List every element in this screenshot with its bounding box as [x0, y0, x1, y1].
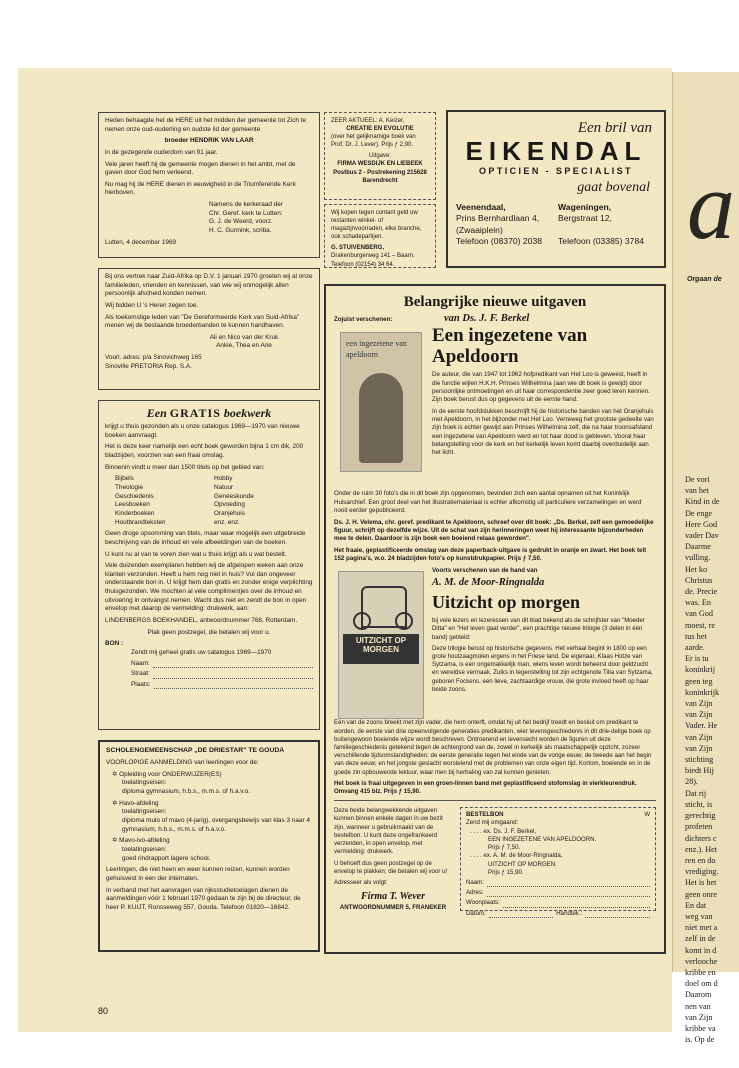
- book1-review: Ds. J. H. Velema, chr. geref. predikant te Apeldoorn, schreef over dit boek: „Ds. Berkel, zelf een gemoedelijke figuur, schrijft op dezelfde wijze. Uit de schat van zijn herinneringen weet hij interessante bijzonderheden mee te delen. Daardoor is zijn boek een boeiend relaas geworden".: [334, 518, 654, 543]
- next-page-line: van God: [685, 609, 713, 619]
- keizer-l2: CREATIE EN EVOLUTIE: [346, 126, 414, 133]
- bon-item1-c: Prijs ƒ 7,50.: [488, 844, 521, 852]
- publications-just: Zojuist verschenen:: [334, 316, 393, 324]
- school-item3-b: goed rindrapport lagere school.: [122, 854, 211, 862]
- free-book-p6: Vele duizenden exemplaren hebben wij de afgelopen weken aan onze klanten verzonden. Heeft u hem nog niet in huis? Vul dan ongeveer onderstaande bon in. U krijgt hem dan gratis en zonder enige verplichting thuisgezonden. We mochten al vele complimentjes over de inhoud en uitvoering in ontvangst nemen. Wacht dus niet en zendt de bon in open envelop met daarop de vermelding: drukwerk, aan:: [105, 562, 313, 613]
- bon-text: Zendt mij geheel gratis uw catalogus 1969—1970: [131, 648, 272, 656]
- stuivenberg-addr: Drakenburgerweg 141 – Baarn.: [331, 253, 415, 260]
- publications-headline: Belangrijke nieuwe uitgaven: [403, 294, 587, 310]
- next-page-line: dichters c: [685, 833, 717, 843]
- farewell-notice: [98, 268, 320, 390]
- category-item: Leesboeken: [115, 501, 150, 509]
- free-book-note: Plak geen postzegel, die betalen wij voor u.: [147, 628, 271, 636]
- bon-item2-c: Prijs ƒ 15,90.: [488, 868, 524, 876]
- keizer-l4: Uitgave:: [368, 153, 391, 160]
- bon-send: Zend mij omgaand:: [466, 819, 519, 827]
- next-page-edge: [672, 72, 739, 1045]
- next-page-line: tus het: [685, 631, 707, 641]
- school-p2: In verband met het aanvragen van rijksstudietoelagen dienen de aanmeldingen vóór 1 februari 1970 gedaan te zijn bij de directeur, de heer P. KUIJT, Ronsseweg 557, Gouda. Telefoon 01820—16842.: [106, 886, 301, 911]
- next-page-line: koninkrijk: [685, 687, 720, 697]
- bon-name-input[interactable]: Naam:: [466, 879, 650, 887]
- category-item: enz. enz.: [214, 518, 240, 526]
- next-page-line: aarde.: [685, 643, 705, 653]
- book1-p3: Onder de ruim 30 foto's die in dit boek zijn opgenomen, bevinden zich een aantal opnamen uit het Koninklijk Huisarchief. Een groot deel van het illustratiemateriaal is echter afkomstig uit particuliere verzamelingen en werd nooit eerder gepubliceerd.: [334, 490, 642, 515]
- author1: van Ds. J. F. Berkel: [444, 313, 530, 325]
- category-item: Houtbrandteksten: [115, 518, 166, 526]
- next-page-line: Christus: [685, 575, 713, 585]
- category-item: Hobby: [214, 475, 233, 483]
- obituary-sig1: Namens de kerkeraad der: [209, 201, 283, 209]
- next-page-line: Het ko: [685, 564, 708, 574]
- next-page-line: weg van: [685, 911, 713, 921]
- obituary-p1: Vele jaren heeft hij de gemeente mogen dienen in het ambt, met de gaven door God hem verleend.: [105, 160, 296, 177]
- next-page-line: zelf in de: [685, 934, 716, 944]
- next-page-line: vulling.: [685, 553, 711, 563]
- free-book-p5: U kunt nu al van te voren zien wat u thuis krijgt als u wat bestelt.: [105, 550, 287, 558]
- next-page-line: van Zijn: [685, 1012, 713, 1022]
- free-book-p1: krijgt u thuis gezonden als u onze catalogus 1969—1970 van nieuwe boeken aanvraagt.: [105, 423, 300, 439]
- eikendal-ad: [446, 110, 666, 268]
- next-page-line: geen onre: [685, 889, 718, 899]
- free-book-p3: Binnenin vindt u meer dan 1500 titels op het gebied van:: [105, 463, 265, 471]
- category-item: Kinderboeken: [115, 509, 155, 517]
- magazine-page: [18, 68, 672, 1032]
- school-intro: VOORLOPIGE AANMELDING van leerlingen voor de:: [106, 759, 259, 767]
- farewell-p2: Wij bidden U 's Heren zegen toe.: [105, 301, 199, 309]
- next-page-line: geen teg: [685, 676, 713, 686]
- obituary-sig4: H. C. Gunnink, scriba.: [209, 227, 272, 235]
- obituary-sig2: Chr. Geref. kerk te Lutten:: [209, 209, 283, 217]
- category-item: Geneeskunde: [214, 492, 254, 500]
- bestelbon-w: W: [644, 811, 650, 819]
- farewell-sig2: Ankie, Thea en Arie: [216, 342, 272, 350]
- bon-address-input[interactable]: Adres:: [466, 889, 650, 897]
- keizer-l3: (over het gelijknamige boek van Prof. Dr. J. Lever). Prijs ƒ 2,90.: [331, 134, 416, 149]
- book2-p3: Eén van de zoons breekt met zijn vader, die hem onterft, omdat hij uit het bedrijf treedt en besluit om predikant te worden, de eerste van drie opeenvolgende generaties predikanten, wier levensgeschiedenis in dit drie-delige boek op buitengewoon boeiende wijze wordt beschreven. Ontroerend en levensecht worden de figuren uit deze familiegeschiedenis getekend tegen de achtergrond van de, zowel in kerkelijk als maatschappelijk opzicht, zozeer verschillende tijdsomstandigheden: de eerste generatie tegen het einde van de vorige eeuw; de tweede aan het begin van deze eeuw; en het jongste geslacht worstelend met de problemen van onze eigen tijd. Kortom, boeiende en in de goede zin opbouwende lektuur, waar men bij herhaling van zal kunnen genieten.: [334, 719, 652, 776]
- school-title: SCHOLENGEMEENSCHAP „DE DRIESTAR" TE GOUDA: [106, 747, 285, 754]
- next-page-line: profeten: [685, 822, 713, 832]
- next-page-line: van Zijn: [685, 743, 713, 753]
- school-item1-a: toelatingseisen:: [122, 779, 167, 787]
- school-item2-a: toelatingseisen:: [122, 808, 167, 816]
- eikendal-sub: OPTICIEN - SPECIALIST: [479, 166, 633, 177]
- next-page-line: komt in d: [685, 945, 717, 955]
- eikendal-tagline1: Een bril van: [577, 120, 652, 136]
- next-page-line: vrediging.: [685, 867, 719, 877]
- farewell-p1: Bij ons vertrek naar Zuid-Afrika op D.V. 1 januari 1970 groeten wij al onze familieleden, vrienden en kennissen, van wie wij onmogelijk allen persoonlijk afscheid konden nemen.: [105, 273, 313, 298]
- free-book-ad: [98, 400, 320, 730]
- school-item3-title: ✡ Mavo-ivo-afdeling: [112, 837, 170, 845]
- next-page-line: Dat rij: [685, 788, 707, 798]
- stuivenberg-ad: [324, 204, 436, 268]
- keizer-ad: [324, 112, 436, 200]
- author2: A. M. de Moor-Ringnalda: [432, 576, 545, 588]
- eikendal-brand: EIKENDAL: [465, 136, 647, 167]
- next-page-line: sticht, is: [685, 799, 713, 809]
- bon-date-input[interactable]: Datum: Handtek.:: [466, 910, 650, 918]
- school-p1: Leerlingen, die niet heen en weer kunnen reizen, kunnen worden gehuisvest in een der internaten.: [106, 866, 290, 882]
- next-page-line: van Zijn: [685, 732, 713, 742]
- next-page-line: van het: [685, 486, 709, 496]
- next-page-line: biedt Hij: [685, 766, 714, 776]
- next-page-line: van Zijn: [685, 699, 713, 709]
- next-page-line: enz.). Het: [685, 844, 718, 854]
- school-item2-title: ✡ Havo-afdeling: [112, 799, 159, 807]
- next-page-line: Daarom: [685, 990, 712, 1000]
- next-page-line: nen van: [685, 1001, 711, 1011]
- stuivenberg-tel: Telefoon (02154) 34 64.: [331, 261, 395, 268]
- book1-price: Het fraaie, geplastificeerde omslag van deze paperback-uitgave is gedrukt in oranje en zwart. Het boek telt 152 pagina's, w.o. 24 bladzijden foto's op kunstdrukpapier. Prijs ƒ 7,50.: [334, 546, 647, 562]
- book2-price: Het boek is fraai uitgegeven in een groen-linnen band met geplastificeerd stofomslag in vierkleurendruk. Omvang 415 blz. Prijs ƒ 15,90.: [334, 779, 637, 796]
- category-item: Oranjehuis: [214, 509, 245, 517]
- bon-item2-a[interactable]: . . . . ex. A. M. de Moor-Ringnalda,: [470, 852, 563, 860]
- school-ad: [98, 740, 320, 952]
- keizer-l7: Barendrecht: [362, 177, 398, 184]
- book2-p1: bij vele lezers en lezeressen van dit blad bekend als de schrijfster van "Moeder Ditta" en "Het leven gaat verder", een prachtige nieuwe trilogie (3 delen in één band) getiteld:: [432, 617, 645, 641]
- next-page-line: van Zijn: [685, 710, 713, 720]
- bon-city-field[interactable]: Plaats:: [131, 681, 313, 690]
- bestelbon-title: BESTELBON: [466, 811, 504, 819]
- keizer-l6: Postbus 2 - Postrekening 215628: [333, 169, 427, 176]
- next-page-line: 28).: [685, 777, 698, 787]
- category-item: Theologie: [115, 484, 144, 492]
- obituary-age: in de gezegende ouderdom van 91 jaar.: [105, 148, 218, 156]
- category-item: Opvoeding: [214, 501, 245, 509]
- school-item3-a: toelatingseisen:: [122, 845, 167, 853]
- next-page-line: de. Precie: [685, 587, 718, 597]
- previous-label: Voorts verschenen van de hand van: [432, 567, 538, 575]
- publications-ad: [324, 284, 666, 954]
- stuivenberg-p1: Wij kopen tegen contant geld uw restanten winkel- of magazijnvoorraden, elke branche, ook schadepartijen.: [331, 210, 422, 241]
- next-page-line: kribbe va: [685, 1023, 716, 1033]
- next-page-line: vader Dav: [685, 531, 719, 541]
- address-as: Adresseer als volgt:: [334, 879, 388, 887]
- next-page-line: koninkrij: [685, 665, 716, 675]
- school-item1-b: diploma gymnasium, h.b.s., m.m.s. of h.a.v.o.: [122, 788, 251, 796]
- book1-p1: De auteur, die van 1947 tot 1962 hofpredikant van Het Loo is geweest, heeft in die functie wijlen H.K.H. Prinses Wilhelmina (aan wie dit boek is gewijd) door persoonlijke ontmoetingen en uit haar correspondentie zeer goed leren kennen. Zijn boek berust dus op gegevens uit de eerste hand.: [432, 371, 650, 404]
- bon-city-input[interactable]: Woonplaats:: [466, 899, 650, 907]
- firm-name: Firma T. Wever: [361, 891, 425, 903]
- next-page-column: [685, 474, 720, 1045]
- page-number: 80: [98, 1006, 109, 1016]
- free-book-p2: Het is deze keer namelijk een echt boek geworden bijna 1 cm dik, 200 bladzijden, voorzien van een fraai omslag.: [105, 443, 304, 460]
- eikendal-location-veenendaal: Veenendaal, Prins Bernhardlaan 4, (Zwaaiplein) Telefoon (08370) 2038: [456, 202, 543, 246]
- obituary-date: Lutten, 4 december 1969: [105, 238, 177, 246]
- stuivenberg-name: G. STUIVENBERG,: [331, 245, 385, 252]
- next-page-caption: Orgaan de: [687, 276, 722, 283]
- order-note: Deze beide belangwekkende uitgaven kunnen binnen enkele dagen in uw bezit zijn, wanneer u gebruikmaakt van de bestelbon. U kunt deze ongefrankeerd verzenden, in open envelop, met vermelding: drukwerk.: [334, 807, 443, 856]
- next-page-line: Het is het: [685, 878, 717, 888]
- keizer-l5: FIRMA WESDIJK EN LIEBEEK: [337, 161, 423, 168]
- book1-cover-title: een ingezetene van apeldoorn: [346, 339, 407, 360]
- category-item: Geschiedenis: [115, 492, 154, 500]
- next-page-line: De enge: [685, 508, 713, 518]
- obituary-sig3: G. J. de Weerd, voorz.: [209, 218, 273, 226]
- free-book-title: Een GRATIS boekwerk: [146, 406, 272, 420]
- category-item: Natuur: [214, 484, 234, 492]
- order-coupon: [460, 807, 656, 917]
- category-list: [115, 475, 313, 527]
- obituary-p2: Nu mag hij de HERE dienen in eeuwigheid in de Triumferende Kerk hierboven.: [105, 180, 296, 197]
- bon-item2-b: UITZICHT OP MORGEN.: [488, 860, 557, 868]
- book2-cover-title: UITZICHT OP MORGEN: [343, 634, 419, 664]
- bon-name-field[interactable]: Naam:: [131, 660, 313, 669]
- obituary-name: broeder HENDRIK VAN LAAR: [164, 137, 254, 145]
- next-page-line: Kind in de: [685, 497, 720, 507]
- next-page-line: stichting: [685, 755, 714, 765]
- free-book-address: LINDENBERGS BOEKHANDEL, antwoordnummer 768, Rotterdam.: [105, 617, 298, 624]
- next-page-line: Vader. He: [685, 721, 718, 731]
- next-page-line: ren en do: [685, 855, 716, 865]
- book1-p2: In de eerste hoofdstukken beschrijft hij de historische banden van het Oranjehuis met Apeldoorn, in het bijzonder met Het Loo. Verreweg het grootste gedeelte van zijn boek is echter gewijd aan Prinses Wilhelmina zelf, die na haar troonsafstand een ingezetene van Apeldoorn werd en tot haar dood is gebleven. Vooral haar belangstelling voor de kerk en het kerkelijk leven komt daarbij overduidelijk aan het licht.: [432, 407, 654, 457]
- order-note2: U behoeft dus geen postzegel op de envelop te plakken; die betalen wij voor u!: [334, 859, 448, 875]
- keizer-l1: ZEER AKTUEEL: A. Keizer,: [331, 118, 405, 124]
- book2-p2: Deze trilogie berust op historische gegevens. Het verhaal begint in 1800 op een grote houtzaagmolen ergens in het Friese land. De eigenaar, Klaas Hotze van Sytzama, is een ongemakkelijk man, wiens leven wordt beheerst door geldzucht en wereldse vermaak. Zulks in tegenstelling tot zijn echtgenote Titia van Sytzama, geboren Fockens, een lieve, zachtaardige vrouw, die grote invloed heeft op haar beide zoons.: [432, 644, 653, 693]
- next-page-line: moest, re: [685, 620, 716, 630]
- book1-cover: [340, 332, 422, 472]
- firm-address: ANTWOORDNUMMER 5, FRANEKER: [339, 903, 447, 911]
- school-item2-b: diploma mulo of mavo (4-jarig), overgangsbewijs van klas 3 naar 4 gymnasium, h.b.s., m.m.s. of h.a.v.o.: [122, 817, 310, 833]
- eikendal-tagline2: gaat bovenal: [577, 180, 650, 196]
- eikendal-location-wageningen: Wageningen, Bergstraat 12, Telefoon (03385) 3784: [558, 202, 645, 246]
- free-book-p4: Geen droge opsomming van titels, maar waar mogelijk een uitgebreide beschrijving van de inhoud en vele afbeeldingen van de boeken.: [105, 530, 306, 546]
- bon-street-field[interactable]: Straat:: [131, 670, 313, 679]
- queen-figure: [359, 373, 403, 463]
- school-item1-title: ✡ Opleiding voor ONDERWIJZER(ES): [112, 770, 222, 778]
- next-page-line: De vori: [685, 475, 710, 484]
- next-page-big-letter: a: [687, 152, 735, 259]
- farewell-addr1: Voorl. adres: p/a Sinovichweg 165: [105, 354, 202, 362]
- obituary-intro: Heden behaagde het de HERE uit het midden der gemeente tot Zich te nemen onze oud-ouderling en oudste lid der gemeente: [105, 117, 307, 133]
- next-page-line: Er is tu: [685, 654, 709, 664]
- next-page-line: was. En: [685, 598, 711, 608]
- next-page-line: doel om d: [685, 979, 718, 989]
- farewell-addr2: Sinoville PRETORIA Rep. S.A.: [105, 362, 192, 370]
- order-info: [334, 807, 452, 912]
- next-page-line: kribbe en: [685, 967, 716, 977]
- book2-title: Uitzicht op morgen: [432, 591, 580, 612]
- book2-cover: [338, 571, 424, 719]
- obituary-notice: [98, 112, 320, 258]
- next-page-line: Daarme: [685, 542, 711, 552]
- bon-label: BON :: [105, 640, 124, 648]
- bon-item1-a[interactable]: . . . . ex. Ds. J. F. Berkel,: [470, 827, 537, 835]
- wheel-icon: [395, 612, 413, 630]
- next-page-line: En dat: [685, 900, 707, 910]
- farewell-sig1: Ali en Nico van der Kruk: [209, 333, 279, 341]
- next-page-line: is. Op de: [685, 1035, 715, 1045]
- next-page-line: verlooche: [685, 956, 718, 966]
- farewell-p3: Als toekomstige leden van "De Gereformeerde Kerk van Suid-Afrika" menen wij de bestaande broederbanden te kunnen handhaven.: [105, 313, 300, 330]
- next-page-line: gerechtig: [685, 811, 716, 821]
- next-page-line: niet met a: [685, 923, 718, 933]
- book1-title: Een ingezetene van Apeldoorn: [432, 325, 588, 368]
- bon-item1-b: EEN INGEZETENE VAN APELDOORN.: [488, 835, 597, 843]
- category-item: Bijbels: [115, 475, 134, 483]
- next-page-line: Here God: [685, 519, 718, 529]
